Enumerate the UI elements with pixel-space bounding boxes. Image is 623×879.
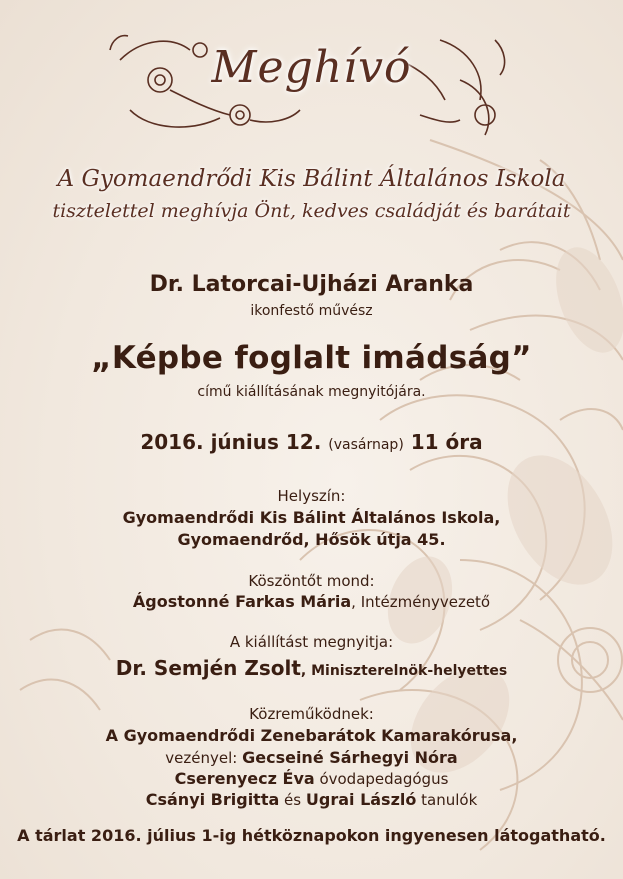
venue-line-1: Gyomaendrődi Kis Bálint Általános Iskola, [122, 508, 501, 527]
event-date [0, 430, 623, 454]
opening-title: , Miniszterelnök-helyettes [300, 663, 508, 679]
choir-name: A Gyomaendrődi Zenebarátok Kamarakórusa, [105, 726, 518, 745]
performers-label: Közreműködnek: [249, 705, 374, 723]
venue-label: Helyszín: [277, 487, 346, 505]
opening-line [0, 656, 623, 680]
opening-name: Dr. Semjén Zsolt [115, 656, 301, 680]
date-time: 11 óra [410, 430, 483, 454]
students-role: tanulók [416, 791, 478, 809]
greeting-title: , Intézményvezető [351, 593, 491, 611]
conductor-line [0, 748, 623, 767]
performer-1-line [0, 769, 623, 788]
student-1-name: Csányi Brigitta [145, 790, 280, 809]
greeting-label: Köszöntőt mond: [248, 572, 375, 590]
performer-1-role: óvodapedagógus [314, 770, 449, 788]
footer-note: A tárlat 2016. július 1-ig hétköznapokon ingyenesen látogatható. [17, 826, 606, 845]
exhibition-subtitle: című kiállításának megnyitójára. [197, 384, 426, 400]
greeting-name: Ágostonné Farkas Mária [132, 592, 352, 611]
greeting-line [0, 592, 623, 611]
students-line [0, 790, 623, 809]
exhibition-title: „Képbe foglalt imádság” [91, 340, 532, 376]
and-text: és [279, 791, 306, 809]
date-weekday: (vasárnap) [328, 437, 404, 453]
school-name-line: A Gyomaendrődi Kis Bálint Általános Iskola [57, 166, 566, 192]
student-2-name: Ugrai László [305, 790, 417, 809]
artist-name: Dr. Latorcai-Ujházi Aranka [149, 272, 474, 297]
artist-role: ikonfestő művész [250, 303, 373, 319]
opening-label: A kiállítást megnyitja: [229, 633, 394, 651]
date-main: 2016. június 12. [140, 430, 322, 454]
conductor-prefix: vezényel: [165, 749, 243, 767]
invitation-title: Meghívó [211, 42, 412, 93]
invitation-text-line: tisztelettel meghívja Önt, kedves családját és barátait [52, 200, 571, 222]
performer-1-name: Cserenyecz Éva [174, 769, 315, 788]
venue-line-2: Gyomaendrőd, Hősök útja 45. [177, 530, 446, 549]
conductor-name: Gecseiné Sárhegyi Nóra [242, 748, 458, 767]
